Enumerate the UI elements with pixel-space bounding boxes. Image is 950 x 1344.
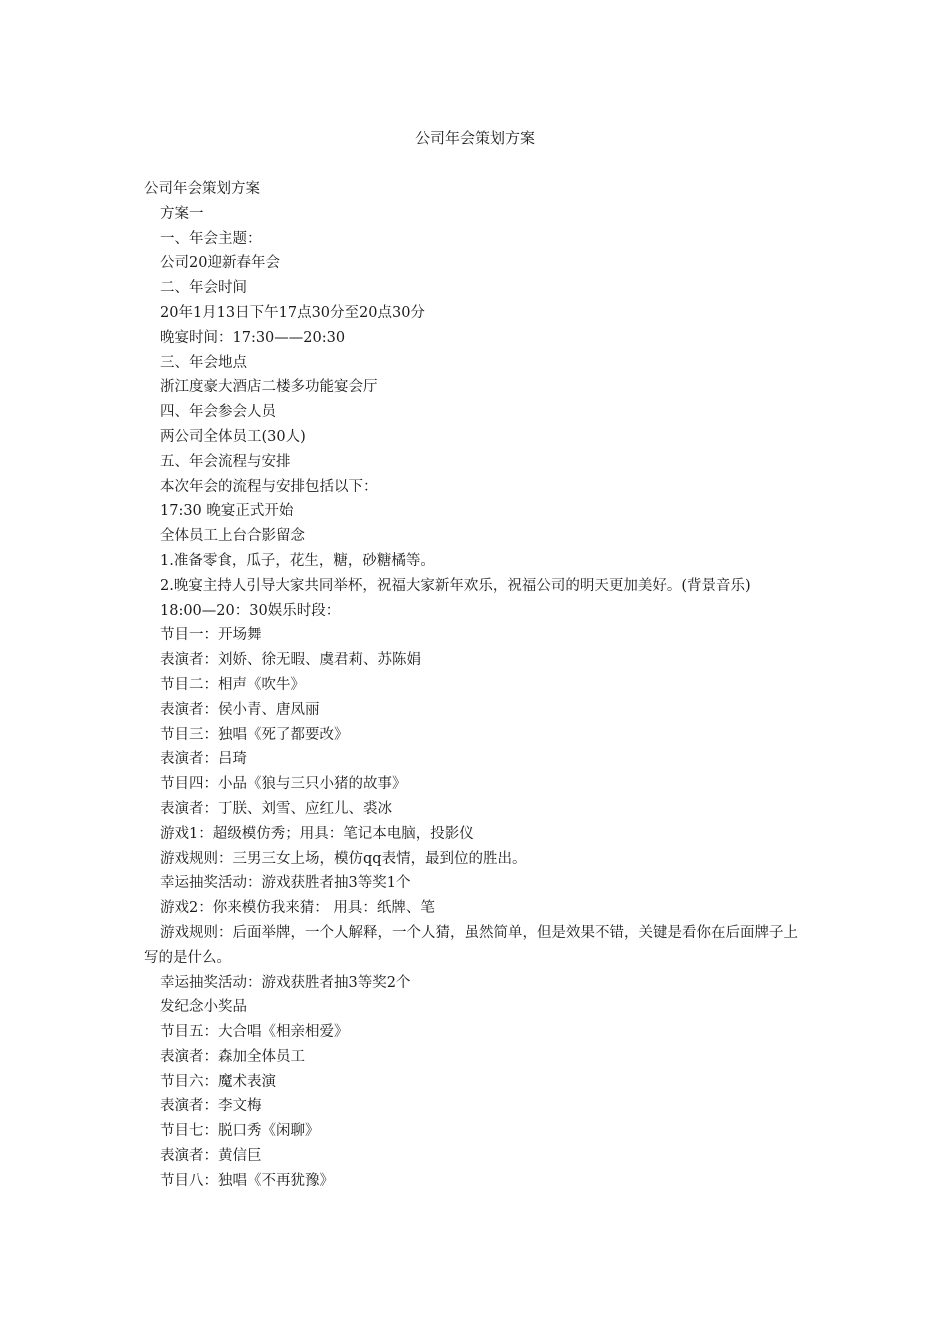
paragraph-line: 公司年会策划方案 bbox=[144, 181, 260, 197]
paragraph-line: 方案一 bbox=[160, 205, 204, 222]
paragraph-line: 二、年会时间 bbox=[160, 280, 247, 297]
paragraph-line: 节目三：独唱《死了都要改》 bbox=[160, 726, 349, 743]
paragraph-line: 2.晚宴主持人引导大家共同举杯，祝福大家新年欢乐，祝福公司的明天更加美好。(背景音乐) bbox=[160, 577, 751, 594]
paragraph-line: 四、年会参会人员 bbox=[160, 404, 276, 421]
paragraph-line: 浙江度豪大酒店二楼多功能宴会厅 bbox=[160, 379, 378, 396]
paragraph-line: 游戏1：超级模仿秀；用具：笔记本电脑，投影仪 bbox=[160, 825, 474, 842]
paragraph-line: 五、年会流程与安排 bbox=[160, 453, 291, 470]
paragraph-line: 游戏规则：三男三女上场，模仿qq表情，最到位的胜出。 bbox=[160, 850, 527, 867]
paragraph-line: 幸运抽奖活动：游戏获胜者抽3等奖1个 bbox=[160, 875, 411, 892]
paragraph-line: 表演者：刘娇、徐无暇、虞君莉、苏陈娟 bbox=[160, 652, 421, 669]
paragraph-line: 17:30 晚宴正式开始 bbox=[160, 503, 294, 520]
paragraph-line: 表演者：吕琦 bbox=[160, 751, 247, 768]
paragraph-line: 节目一：开场舞 bbox=[160, 627, 262, 644]
paragraph-line: 表演者：丁朕、刘雪、应红儿、裘冰 bbox=[160, 800, 392, 817]
document-body bbox=[144, 177, 804, 1194]
paragraph-line: 节目六：魔术表演 bbox=[160, 1073, 276, 1090]
paragraph-line: 节目二：相声《吹牛》 bbox=[160, 676, 305, 693]
paragraph-line: 游戏2：你来模仿我来猜： 用具：纸牌、笔 bbox=[160, 900, 435, 917]
paragraph-line: 公司20迎新春年会 bbox=[160, 255, 280, 272]
paragraph-line: 表演者：侯小青、唐凤丽 bbox=[160, 701, 320, 718]
paragraph-line: 表演者：李文梅 bbox=[160, 1098, 262, 1115]
paragraph-line: 节目八：独唱《不再犹豫》 bbox=[160, 1172, 334, 1189]
paragraph-line: 全体员工上台合影留念 bbox=[160, 528, 305, 545]
paragraph-line: 两公司全体员工(30人) bbox=[160, 428, 306, 445]
paragraph-line: 18:00—20：30娱乐时段： bbox=[160, 602, 341, 619]
paragraph-line: 三、年会地点 bbox=[160, 354, 247, 371]
paragraph-line: 1.准备零食，瓜子，花生，糖，砂糖橘等。 bbox=[160, 552, 435, 569]
page-title: 公司年会策划方案 bbox=[414, 129, 535, 147]
paragraph-line: 游戏规则：后面举牌，一个人解释，一个人猜，虽然简单，但是效果不错，关键是看你在后面牌子上写的是什么。 bbox=[144, 924, 798, 966]
paragraph-line: 一、年会主题： bbox=[160, 230, 262, 247]
paragraph-line: 20年1月13日下午17点30分至20点30分 bbox=[160, 304, 425, 321]
paragraph-line: 节目四：小品《狼与三只小猪的故事》 bbox=[160, 776, 407, 793]
paragraph-line: 表演者：森加全体员工 bbox=[160, 1048, 305, 1065]
paragraph-line: 幸运抽奖活动：游戏获胜者抽3等奖2个 bbox=[160, 974, 411, 991]
paragraph-line: 发纪念小奖品 bbox=[160, 999, 247, 1016]
paragraph-line: 节目五：大合唱《相亲相爱》 bbox=[160, 1024, 349, 1041]
paragraph-line: 节目七：脱口秀《闲聊》 bbox=[160, 1123, 320, 1140]
paragraph-line: 表演者：黄信巨 bbox=[160, 1148, 262, 1165]
paragraph-line: 本次年会的流程与安排包括以下： bbox=[160, 478, 378, 495]
paragraph-line: 晚宴时间：17:30——20:30 bbox=[160, 329, 346, 346]
